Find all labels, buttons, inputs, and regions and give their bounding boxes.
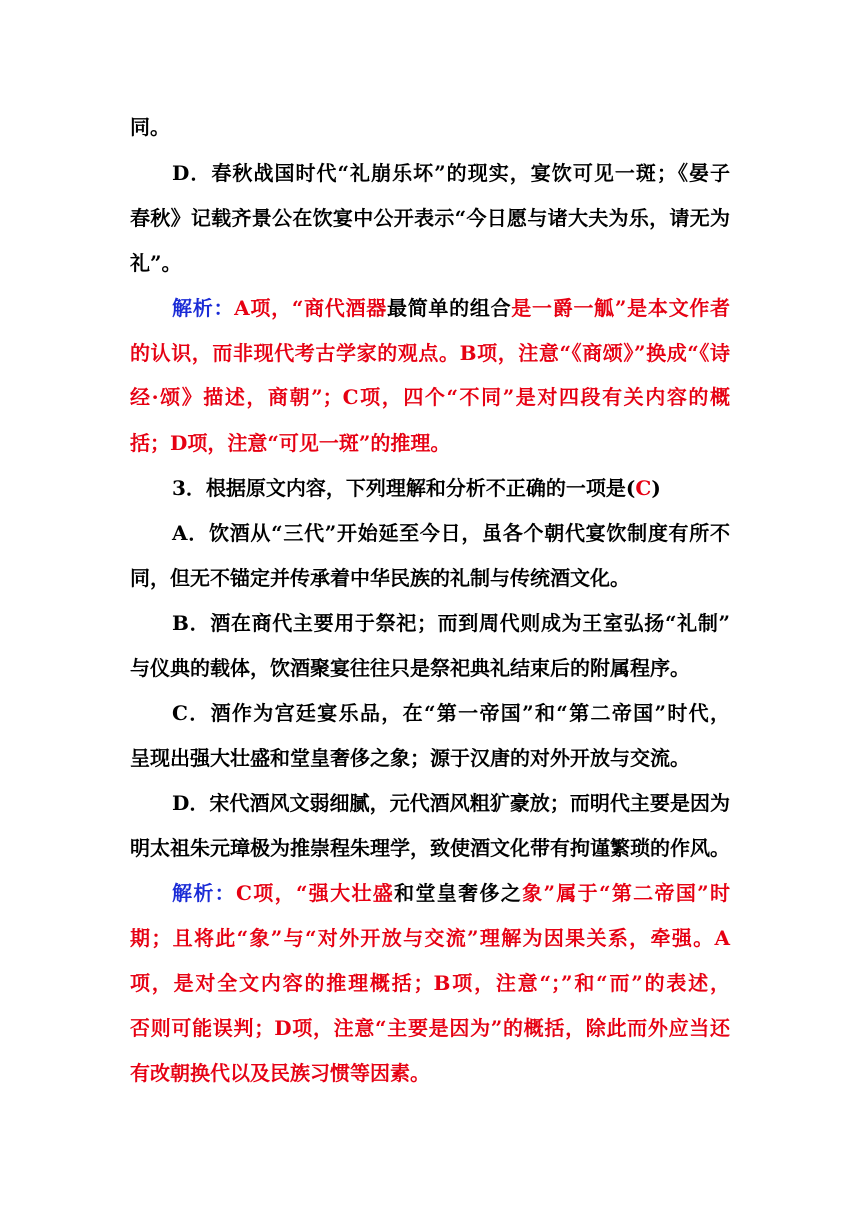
analysis2-line-3 (130, 968, 730, 998)
option-a-line-2 (130, 563, 730, 593)
option-d-line-1 (172, 788, 730, 818)
option-b-line-1 (172, 608, 730, 638)
text-segment: 期；且将此“象”与“对外开放与交流”理解为因果关系，牵强。A (130, 926, 730, 950)
analysis-line-4 (130, 428, 730, 458)
text-segment: 最简单的组合 (386, 296, 512, 320)
text-segment: 括；D项，注意“可见一斑”的推理。 (130, 431, 451, 455)
text-segment: 礼”。 (130, 251, 182, 275)
analysis-line-3 (130, 382, 730, 412)
text-segment: 经·颂》描述，商朝”；C项，四个“不同”是对四段有关内容的概 (130, 385, 730, 409)
text-segment: A．饮酒从“三代”开始延至今日，虽各个朝代宴饮制度有所不 (172, 521, 730, 545)
text-segment: A项，“商代酒器 (234, 296, 387, 320)
analysis2-line-1 (172, 878, 730, 908)
text-segment: B．酒在商代主要用于祭祀；而到周代则成为王室弘扬“礼制” (172, 611, 730, 635)
text-segment: 与仪典的载体，饮酒聚宴往往只是祭祀典礼结束后的附属程序。 (130, 656, 690, 680)
option-c-line-1 (172, 698, 730, 728)
text-segment: 解析： (172, 881, 237, 905)
text-segment: 3．根据原文内容，下列理解和分析不正确的一项是( (172, 476, 636, 500)
text-segment: 的认识，而非现代考古学家的观点。B项，注意“《商颂》”换成“《诗 (130, 341, 730, 365)
analysis-line-1 (172, 293, 730, 323)
text-segment: ) (651, 476, 661, 500)
text-segment: 有改朝换代以及民族习惯等因素。 (130, 1061, 430, 1085)
analysis2-line-2 (130, 923, 730, 953)
text-line-4 (130, 248, 730, 278)
option-b-line-2 (130, 653, 730, 683)
question-3 (172, 473, 772, 503)
text-line-2 (172, 158, 730, 188)
text-segment: 是一爵一觚”是本文作者 (511, 296, 731, 320)
analysis2-line-4 (130, 1013, 730, 1043)
text-line-3 (130, 203, 730, 233)
text-line-1 (130, 112, 730, 142)
text-segment: 解析： (172, 296, 235, 320)
text-segment: 否则可能误判；D项，注意“主要是因为”的概括，除此而外应当还 (130, 1016, 730, 1040)
option-a-line-1 (172, 518, 730, 548)
text-segment: 和堂皇奢侈之 (394, 881, 523, 905)
analysis-line-2 (130, 338, 730, 368)
text-segment: C (635, 476, 652, 500)
option-c-line-2 (130, 743, 730, 773)
text-segment: 同，但无不锚定并传承着中华民族的礼制与传统酒文化。 (130, 566, 630, 590)
option-d-line-2 (130, 833, 730, 863)
text-segment: 项，是对全文内容的推理概括；B项，注意“；”和“而”的表述， (130, 971, 730, 995)
text-segment: 象”属于“第二帝国”时 (522, 881, 731, 905)
analysis2-line-5 (130, 1058, 730, 1088)
text-segment: C项，“强大壮盛 (236, 881, 395, 905)
text-segment: 同。 (130, 115, 170, 139)
text-segment: 春秋》记载齐景公在饮宴中公开表示“今日愿与诸大夫为乐，请无为 (130, 206, 730, 230)
text-segment: D．春秋战国时代“礼崩乐坏”的现实，宴饮可见一斑；《晏子 (172, 161, 730, 185)
text-segment: C．酒作为宫廷宴乐品，在“第一帝国”和“第二帝国”时代， (172, 701, 730, 725)
text-segment: D．宋代酒风文弱细腻，元代酒风粗犷豪放；而明代主要是因为 (172, 791, 730, 815)
text-segment: 明太祖朱元璋极为推崇程朱理学，致使酒文化带有拘谨繁琐的作风。 (130, 836, 730, 860)
text-segment: 呈现出强大壮盛和堂皇奢侈之象；源于汉唐的对外开放与交流。 (130, 746, 690, 770)
